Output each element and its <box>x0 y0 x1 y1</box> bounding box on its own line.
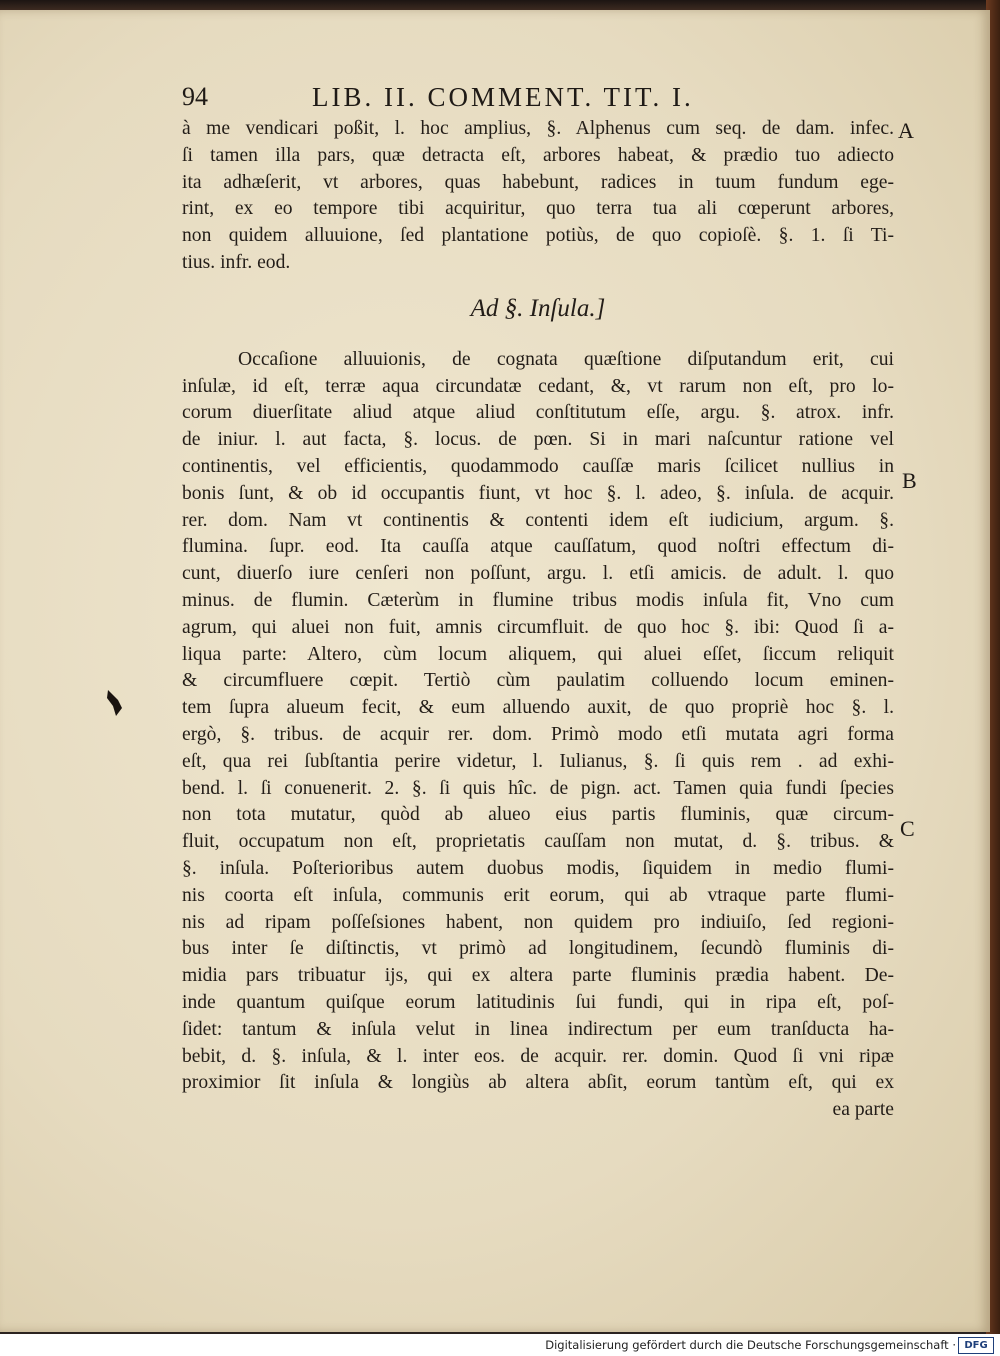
text-line: ita adhæſerit, vt arbores, quas habebunt, radices in tuum fundum ege- <box>182 171 894 193</box>
text-line: agrum, qui aluei non fuit, amnis circumfluit. de quo hoc §. ibi: Quod ſi a- <box>182 616 894 638</box>
margin-letter-b: B <box>902 468 917 493</box>
text-line: bend. l. ſi conuenerit. 2. §. ſi quis hîc. de pign. act. Tamen quia fundi ſpecies <box>182 777 894 799</box>
text-line: inſulæ, id eſt, terræ aqua circundatæ cedant, &, vt rarum non eſt, pro lo- <box>182 375 894 397</box>
body-text <box>182 116 894 1124</box>
text-line: bebit, d. §. inſula, & l. inter eos. de acquir. rer. domin. Quod ſi vni ripæ <box>182 1045 894 1067</box>
text-line: minus. de flumin. Cæterùm in flumine tribus modis inſula fit, Vno cum <box>182 589 894 611</box>
text-line: corum diuerſitate aliud atque aliud conſtitutum eſſe, argu. §. atrox. infr. <box>182 402 894 424</box>
text-line: non tota mutatur, quòd ab alueo eius partis fluminis, quæ circum- <box>182 804 894 826</box>
text-line: nis ad ripam poſſeſsiones habent, non quidem pro indiuiſo, ſed regioni- <box>182 911 894 933</box>
text-line: ſi tamen illa pars, quæ detracta eſt, arbores habeat, & prædio tuo adiecto <box>182 144 894 166</box>
page-number: 94 <box>182 82 208 111</box>
text-line: bonis ſunt, & ob id occupantis fiunt, vt hoc §. l. adeo, §. inſula. de acquir. <box>182 482 894 504</box>
text-line: & circumfluere cœpit. Tertiò cùm paulatim colluendo locum eminen- <box>182 670 894 692</box>
section-heading: Ad §. Inſula.] <box>470 294 606 322</box>
text-line: bus inter ſe diſtinctis, vt primò ad longitudinem, ſecundò fluminis di- <box>182 938 894 960</box>
text-line: Occaſione alluuionis, de cognata quæſtione diſputandum erit, cui <box>238 348 894 370</box>
funding-notice: Digitalisierung gefördert durch die Deutsche Forschungsgemeinschaft · <box>545 1338 956 1352</box>
text-line: non quidem alluuione, ſed plantatione potiùs, de quo copioſè. §. 1. ſi Ti- <box>182 225 894 247</box>
footer-bar <box>0 1334 1000 1356</box>
text-line: fluit, occupatum non eſt, proprietatis cauſſam non mutat, d. §. tribus. & <box>182 831 894 853</box>
dfg-logo[interactable]: DFG <box>958 1337 994 1354</box>
text-line: eſt, qua rei ſubſtantia perire videtur, l. Iulianus, §. ſi quis rem . ad exhi- <box>182 750 894 772</box>
text-line: inde quantum quiſque eorum latitudinis ſui fundi, qui in ripa eſt, poſ- <box>182 991 894 1013</box>
text-line: à me vendicari poßit, l. hoc amplius, §. Alphenus cum seq. de dam. infec. <box>182 118 894 139</box>
text-line: midia pars tribuatur ijs, qui ex altera parte fluminis prædia habent. De- <box>182 965 894 987</box>
text-line: nis coorta eſt inſula, communis erit eorum, qui ab vtraque parte flumi- <box>182 884 894 906</box>
text-line: proximior ſit inſula & longiùs ab altera abſit, eorum tantùm eſt, qui ex <box>182 1072 894 1094</box>
text-line: ergò, §. tribus. de acquir rer. dom. Primò modo etſi mutata agri forma <box>182 723 894 745</box>
paragraph-continued <box>182 116 894 277</box>
text-line: liqua parte: Altero, cùm locum aliquem, qui aluei eſſet, ſiccum reliquit <box>182 643 894 665</box>
text-line: de iniur. l. aut facta, §. locus. de pœn. Si in mari naſcuntur ratione vel <box>182 429 894 451</box>
paragraph-main <box>182 347 894 1097</box>
margin-letter-a: A <box>898 118 914 143</box>
text-line: rint, ex eo tempore tibi acquiritur, quo terra tua ali cœperunt arbores, <box>182 198 894 220</box>
book-page <box>0 10 990 1332</box>
running-head-title: LIB. II. COMMENT. TIT. I. <box>312 82 694 112</box>
text-line: continentis, vel efficientis, quodammodo cauſſæ maris ſcilicet nullius in <box>182 455 894 477</box>
text-line: tem ſupra alueum fecit, & eum alluendo auxit, de quo propriè hoc §. l. <box>182 697 894 719</box>
margin-letter-c: C <box>900 816 915 841</box>
text-line: rer. dom. Nam vt continentis & contenti idem eſt iudicium, argum. §. <box>182 509 894 531</box>
text-line: tius. infr. eod. <box>182 251 291 273</box>
text-line: ſidet: tantum & inſula velut in linea indirectum per eum tranſducta ha- <box>182 1018 894 1040</box>
text-line: flumina. ſupr. eod. Ita cauſſa atque cauſſatum, quod noſtri effectum di- <box>182 536 894 558</box>
text-line: §. inſula. Poſterioribus autem duobus modis, ſiquidem in medio flumi- <box>182 857 894 879</box>
running-head <box>0 82 990 116</box>
catchword: ea parte <box>832 1099 894 1121</box>
manicule-mark-icon <box>104 688 126 718</box>
text-line: cunt, diuerſo iure cenſeri non poſſunt, argu. l. etſi amicis. de adult. l. quo <box>182 563 894 585</box>
